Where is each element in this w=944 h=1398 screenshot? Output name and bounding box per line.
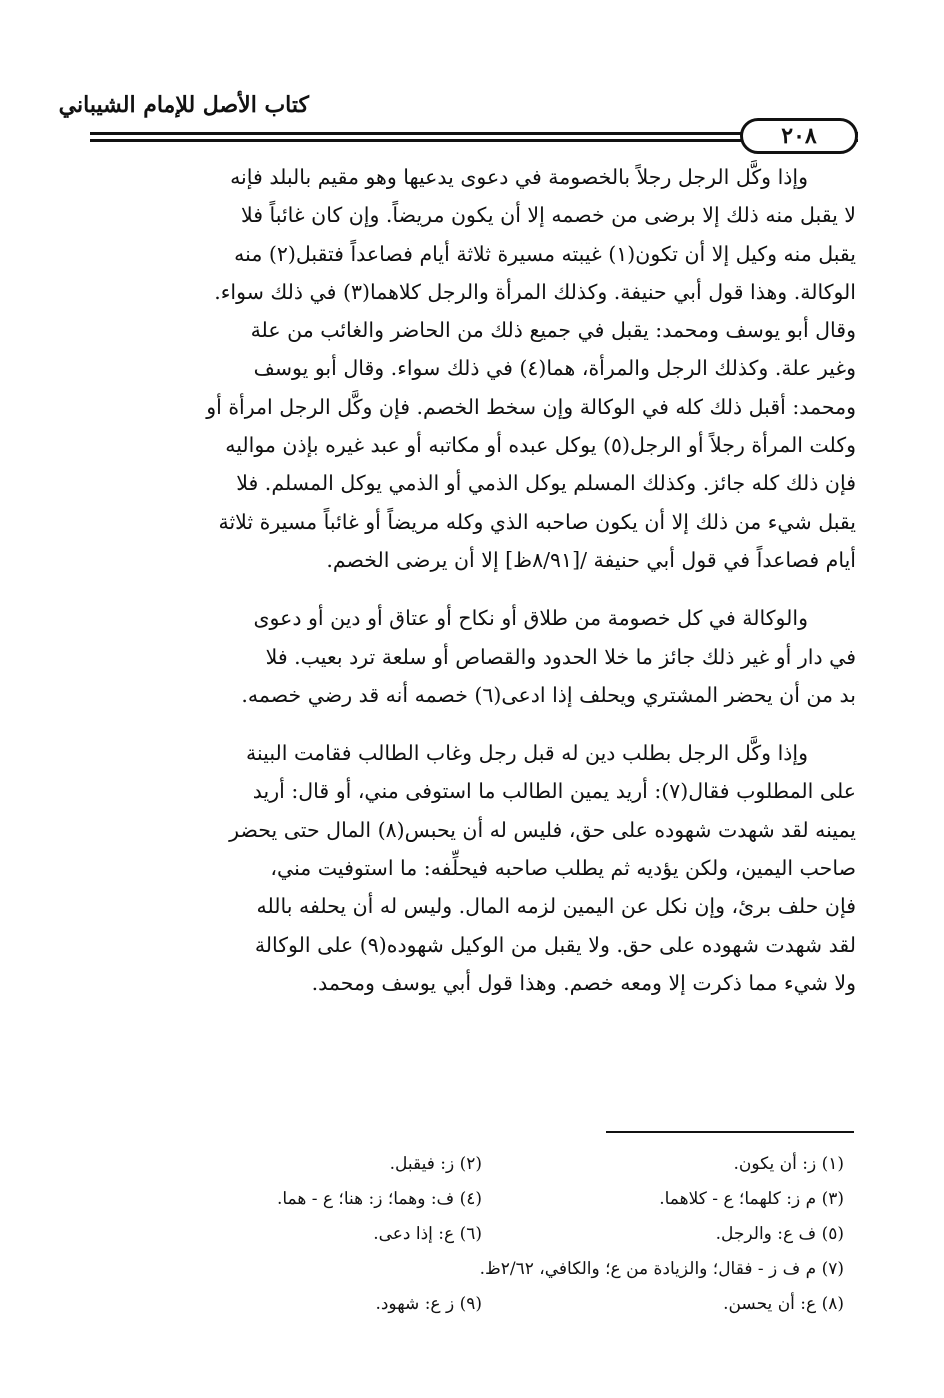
text-line: وغير علة. وكذلك الرجل والمرأة، هما(٤) في ذلك سواء. وقال أبو يوسف <box>253 356 856 381</box>
footnote-separator <box>606 1131 854 1133</box>
text-line: وكلت المرأة رجلاً أو الرجل(٥) يوكل عبده أو مكاتبه أو عبد غيره بإذن مواليه <box>225 433 856 458</box>
text-line: يقبل منه وكيل إلا أن تكون(١) غيبته مسيرة ثلاثة أيام فصاعداً فتقبل(٢) منه <box>234 241 856 266</box>
text-line: فإن ذلك كله جائز. وكذلك المسلم يوكل الذمي أو الذمي يوكل المسلم. فلا <box>236 471 856 496</box>
page-number-band <box>90 116 858 156</box>
footnote-1: (١) ز: أن يكون. <box>733 1153 844 1174</box>
page-number: ٢٠٨ <box>740 118 858 154</box>
text-line: بد من أن يحضر المشتري ويحلف إذا ادعى(٦) خصمه أنه قد رضي خصمه. <box>241 682 856 707</box>
text-line: صاحب اليمين، ولكن يؤديه ثم يطلب صاحبه فيحلِّفه: ما استوفيت مني، <box>270 856 856 881</box>
footnote-3: (٣) م ز: كلهما؛ ع - كلاهما. <box>659 1188 844 1209</box>
footnotes <box>120 1146 844 1321</box>
text-line: ولا شيء مما ذكرت إلا ومعه خصم. وهذا قول أبي يوسف ومحمد. <box>311 970 856 995</box>
paragraph-3 <box>92 734 856 1002</box>
text-line: وقال أبو يوسف ومحمد: يقبل في جميع ذلك من الحاضر والغائب من علة <box>250 318 856 343</box>
footnote-4: (٤) ف: وهما؛ ز: هنا؛ ع - هما. <box>276 1188 482 1209</box>
footnote-9: (٩) ز ع: شهود. <box>375 1293 482 1314</box>
text-line: يقبل شيء من ذلك إلا أن يكون صاحبه الذي وكله مريضاً أو غائباً مسيرة ثلاثة <box>218 509 856 534</box>
text-line: ومحمد: أقبل ذلك كله في الوكالة وإن سخط الخصم. فإن وكَّل الرجل امرأة أو <box>206 394 856 419</box>
text-line: وإذا وكَّل الرجل رجلاً بالخصومة في دعوى يدعيها وهو مقيم بالبلد فإنه <box>230 165 808 189</box>
footnote-7: (٧) م ف ز - فقال؛ والزيادة من ع؛ والكافي، ٢/٦٢ظ. <box>479 1258 844 1279</box>
footnote-8: (٨) ع: أن يحسن. <box>723 1293 844 1314</box>
paragraph-1 <box>92 158 856 579</box>
text-line: في دار أو غير ذلك جائز ما خلا الحدود والقصاص أو سلعة ترد بعيب. فلا <box>265 644 856 669</box>
text-line: أيام فصاعداً في قول أبي حنيفة /[٨/٩١ظ] إلا أن يرضى الخصم. <box>326 547 856 572</box>
text-line: وإذا وكَّل الرجل بطلب دين له قبل رجل وغاب الطالب فقامت البينة <box>245 741 808 766</box>
text-line: لقد شهدت شهوده على حق. ولا يقبل من الوكيل شهوده(٩) على الوكالة <box>254 932 856 957</box>
footnote-6: (٦) ع: إذا دعى. <box>373 1223 482 1244</box>
text-line: يمينه لقد شهدت شهوده على حق، فليس له أن يحبس(٨) المال حتى يحضر <box>229 817 856 842</box>
text-line: الوكالة. وهذا قول أبي حنيفة. وكذلك المرأة والرجل كلاهما(٣) في ذلك سواء. <box>214 279 856 304</box>
main-text <box>92 158 856 1022</box>
text-line: على المطلوب فقال(٧): أريد يمين الطالب ما استوفى مني، أو قال: أريد <box>252 779 856 804</box>
paragraph-2 <box>92 599 856 714</box>
text-line: والوكالة في كل خصومة من طلاق أو نكاح أو عتاق أو دين أو دعوى <box>253 606 808 631</box>
running-header-title: كتاب الأصل للإمام الشيباني <box>58 92 309 118</box>
text-line: فإن حلف برئ، وإن نكل عن اليمين لزمه المال. وليس له أن يحلفه بالله <box>256 894 856 919</box>
footnote-5: (٥) ف ع: والرجل. <box>715 1223 844 1244</box>
footnote-2: (٢) ز: فيقبل. <box>389 1153 482 1174</box>
text-line: لا يقبل منه ذلك إلا برضى من خصمه إلا أن يكون مريضاً. وإن كان غائباً فلا <box>241 203 856 228</box>
